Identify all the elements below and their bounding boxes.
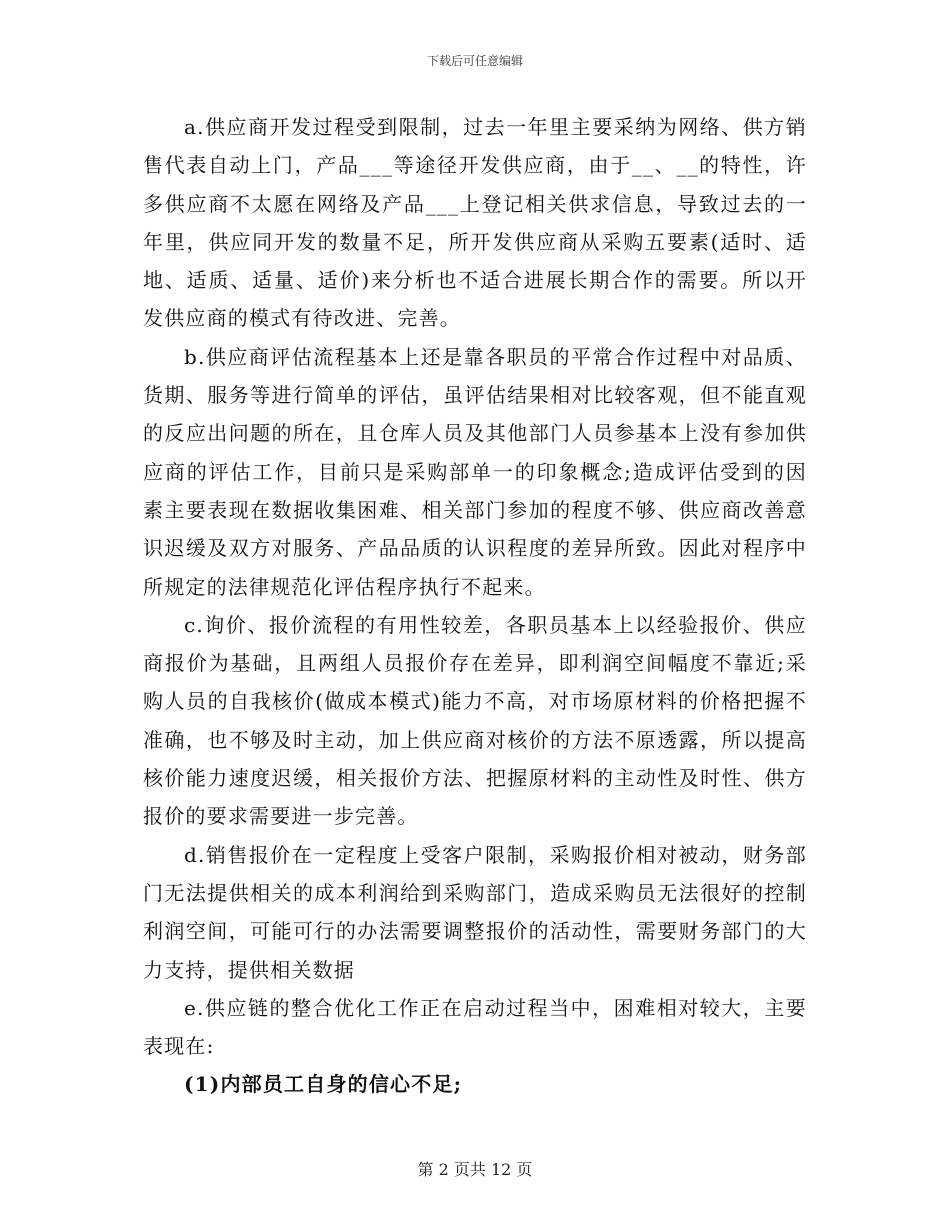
page-number: 第 2 页共 12 页 bbox=[417, 1160, 533, 1179]
header-note: 下载后可任意编辑 bbox=[426, 54, 523, 68]
paragraph-e: e.供应链的整合优化工作正在启动过程当中，困难相对较大，主要表现在: bbox=[143, 995, 807, 1059]
paragraph-a: a.供应商开发过程受到限制，过去一年里主要采纳为网络、供方销售代表自动上门，产品___等途径开发供应商，由于__、__的特性，许多供应商不太愿在网络及产品___上登记相关供求信息，导致过去的一年里，供应同开发的数量不足，所开发供应商从采购五要素(适时、适地、适质、适量、适价)来分析也不适合进展长期合作的需要。所以开发供应商的模式有待改进、完善。 bbox=[143, 115, 807, 331]
document-body bbox=[143, 108, 807, 1104]
paragraph-item-1: (1)内部员工自身的信心不足; bbox=[184, 1072, 463, 1097]
paragraph-c: c.询价、报价流程的有用性较差，各职员基本上以经验报价、供应商报价为基础，且两组人员报价存在差异，即利润空间幅度不靠近;采购人员的自我核价(做成本模式)能力不高，对市场原材料的价格把握不准确，也不够及时主动，加上供应商对核价的方法不原透露，所以提高核价能力速度迟缓，相关报价方法、把握原材料的主动性及时性、供方报价的要求需要进一步完善。 bbox=[143, 612, 807, 829]
paragraph-d: d.销售报价在一定程度上受客户限制，采购报价相对被动，财务部门无法提供相关的成本利润给到采购部门，造成采购员无法很好的控制利润空间，可能可行的办法需要调整报价的活动性，需要财务部门的大力支持，提供相关数据 bbox=[143, 842, 807, 982]
paragraph-b: b.供应商评估流程基本上还是靠各职员的平常合作过程中对品质、货期、服务等进行简单的评估，虽评估结果相对比较客观，但不能直观的反应出问题的所在，且仓库人员及其他部门人员参基本上没有参加供应商的评估工作，目前只是采购部单一的印象概念;造成评估受到的因素主要表现在数据收集困难、相关部门参加的程度不够、供应商改善意识迟缓及双方对服务、产品品质的认识程度的差异所致。因此对程序中所规定的法律规范化评估程序执行不起来。 bbox=[143, 344, 807, 599]
